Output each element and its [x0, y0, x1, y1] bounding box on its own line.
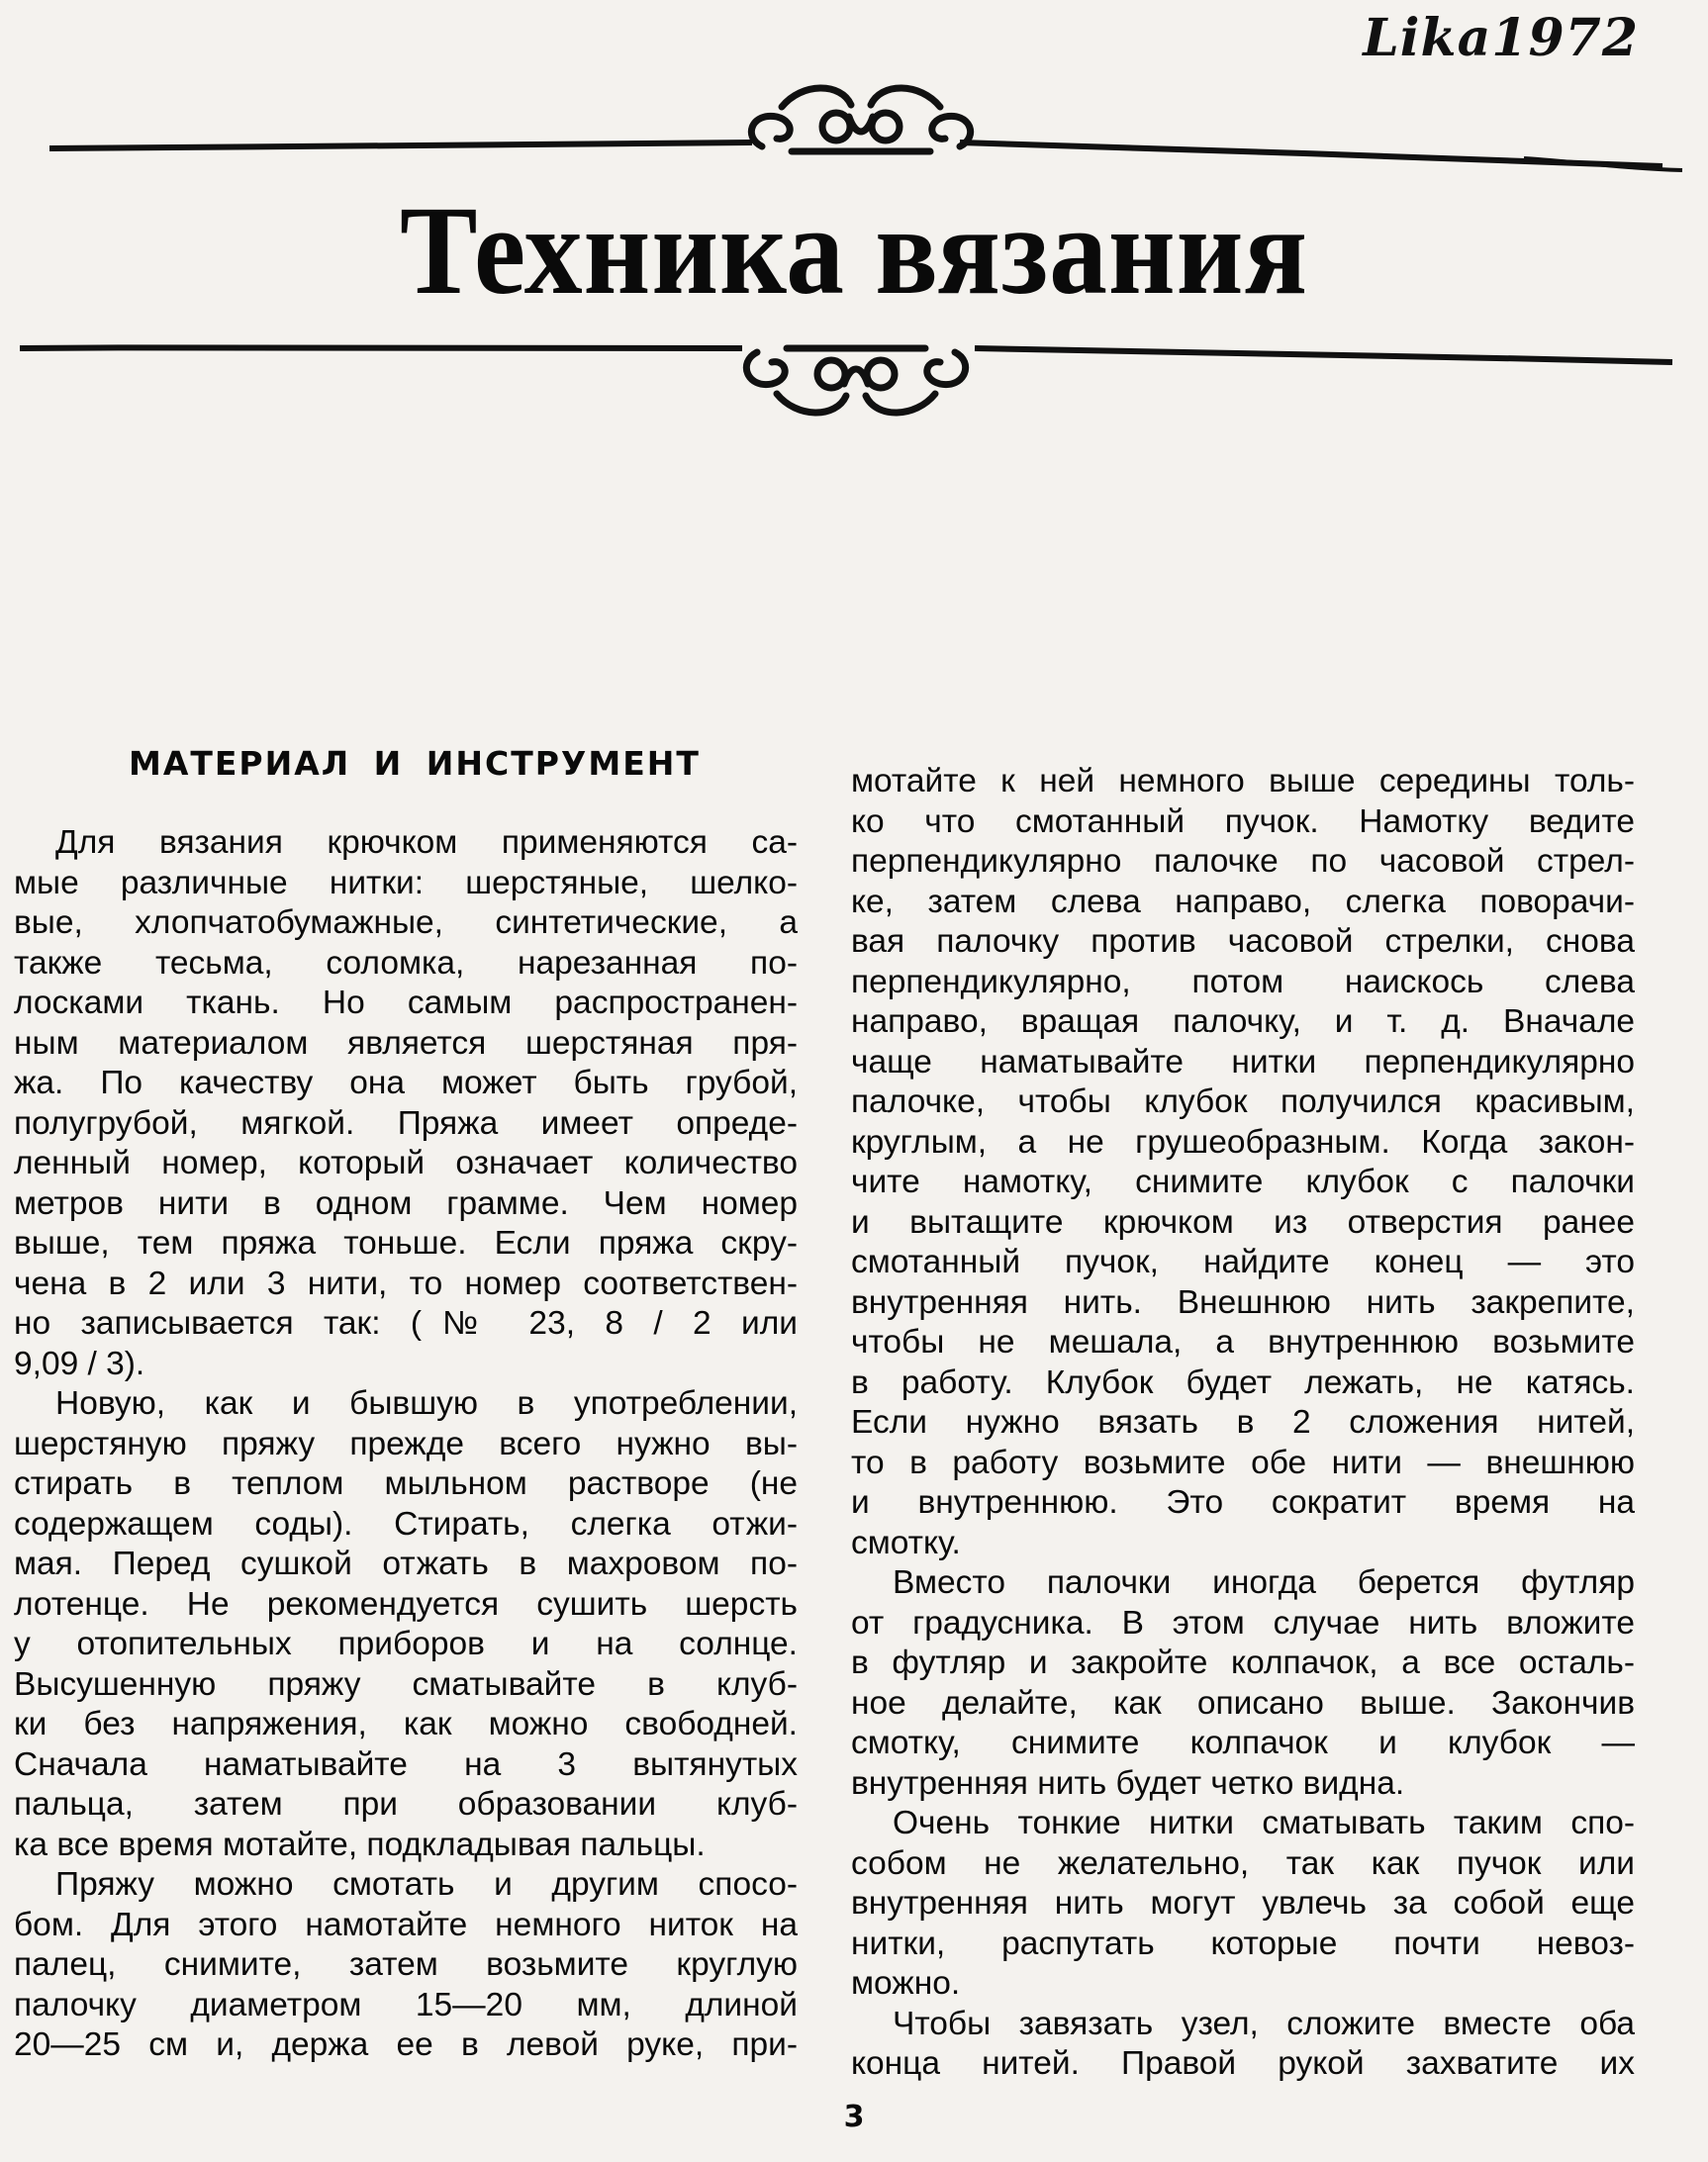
text-line: смотку, снимите колпачок и клубок — — [851, 1725, 1635, 1761]
paragraph — [851, 2005, 1635, 2085]
text-line: ке, затем слева направо, слегка поворачи- — [851, 883, 1635, 920]
text-line: Если нужно вязать в 2 сложения нитей, — [851, 1404, 1635, 1441]
text-line: нитки, распутать которые почти невоз- — [851, 1925, 1635, 1962]
text-line: шерстяную пряжу прежде всего нужно вы- — [14, 1425, 798, 1462]
text-line: чена в 2 или 3 нити, то номер соответствен- — [14, 1265, 798, 1302]
text-line: внутренняя нить. Внешнюю нить закрепите, — [851, 1283, 1635, 1321]
text-line: бом. Для этого намотайте немного ниток на — [14, 1906, 798, 1943]
left-column — [14, 823, 798, 2066]
text-line: стирать в теплом мыльном растворе (не — [14, 1465, 798, 1502]
text-line: содержащем соды). Стирать, слегка отжи- — [14, 1505, 798, 1543]
text-line: ко что смотанный пучок. Намотку ведите — [851, 802, 1635, 840]
text-line: также тесьма, соломка, нарезанная по- — [14, 944, 798, 982]
text-line: от градусника. В этом случае нить вложите — [851, 1604, 1635, 1642]
text-line: ка все время мотайте, подкладывая пальцы. — [14, 1826, 706, 1863]
text-line: Очень тонкие нитки сматывать таким спо- — [893, 1805, 1635, 1841]
text-line: жа. По качеству она может быть грубой, — [14, 1065, 798, 1101]
text-line: Сначала наматывайте на 3 вытянутых — [14, 1745, 798, 1783]
text-line: Вместо палочки иногда берется футляр — [893, 1564, 1635, 1601]
text-line: внутренняя нить будет четко видна. — [851, 1764, 1405, 1802]
text-line: внутренняя нить могут увлечь за собой еще — [851, 1885, 1635, 1922]
text-line: 9,09 / 3). — [14, 1345, 145, 1382]
right-column — [851, 762, 1635, 2085]
text-line: лотенце. Не рекомендуется сушить шерсть — [14, 1585, 798, 1623]
paragraph — [851, 1563, 1635, 1804]
text-line: перпендикулярно, потом наискось слева — [851, 963, 1635, 1000]
text-line: ным материалом является шерстяная пря- — [14, 1024, 798, 1062]
top-ornament-icon — [732, 77, 990, 166]
text-line: Высушенную пряжу сматывайте в клуб- — [14, 1665, 798, 1703]
watermark: Lika1972 — [1363, 8, 1639, 68]
page-number: 3 — [843, 2100, 865, 2134]
text-line: палец, снимите, затем возьмите круглую — [14, 1946, 798, 1983]
text-line: конца нитей. Правой рукой захватите их — [851, 2045, 1635, 2082]
text-line: лосками ткань. Но самым распространен- — [14, 985, 798, 1021]
text-line: собом не желательно, так как пучок или — [851, 1844, 1635, 1882]
text-line: Для вязания крючком применяются са- — [55, 824, 798, 861]
text-line: но записывается так: (№ 23, 8 / 2 или — [14, 1305, 798, 1342]
paragraph — [14, 1865, 798, 2066]
text-line: перпендикулярно палочке по часовой стрел- — [851, 843, 1635, 880]
section-heading: МАТЕРИАЛ И ИНСТРУМЕНТ — [129, 744, 701, 783]
text-line: полугрубой, мягкой. Пряжа имеет опреде- — [14, 1104, 798, 1142]
text-line: ное делайте, как описано выше. Закончив — [851, 1684, 1635, 1722]
text-line: то в работу возьмите обе нити — внешнюю — [851, 1444, 1635, 1481]
text-line: чтобы не мешала, а внутреннюю возьмите — [851, 1324, 1635, 1361]
text-line: смотанный пучок, найдите конец — это — [851, 1244, 1635, 1280]
text-line: в футляр и закройте колпачок, а все осталь- — [851, 1645, 1635, 1681]
text-line: мая. Перед сушкой отжать в махровом по- — [14, 1546, 798, 1582]
text-line: пальца, затем при образовании клуб- — [14, 1786, 798, 1823]
text-line: Пряжу можно смотать и другим спосо- — [55, 1866, 798, 1903]
text-line: палочке, чтобы клубок получился красивым, — [851, 1083, 1635, 1120]
text-line: вая палочку против часовой стрелки, снова — [851, 923, 1635, 960]
text-line: и внутреннюю. Это сократит время на — [851, 1484, 1635, 1521]
text-line: палочку диаметром 15—20 мм, длиной — [14, 1986, 798, 2023]
text-line: ки без напряжения, как можно свободней. — [14, 1706, 798, 1742]
text-line: Чтобы завязать узел, сложите вместе оба — [893, 2005, 1635, 2042]
text-line: и вытащите крючком из отверстия ранее — [851, 1203, 1635, 1241]
text-line: ленный номер, который означает количество — [14, 1145, 798, 1181]
text-line: мые различные нитки: шерстяные, шелко- — [14, 864, 798, 901]
text-line: вые, хлопчатобумажные, синтетические, а — [14, 904, 798, 941]
text-line: Новую, как и бывшую в употреблении, — [55, 1385, 798, 1422]
page-title: Техника вязания — [399, 180, 1309, 321]
text-line: направо, вращая палочку, и т. д. Вначале — [851, 1003, 1635, 1040]
text-line: чаще наматывайте нитки перпендикулярно — [851, 1043, 1635, 1081]
paragraph — [14, 1384, 798, 1865]
text-line: в работу. Клубок будет лежать, не катясь. — [851, 1363, 1635, 1401]
paragraph — [14, 823, 798, 1384]
text-line: у отопительных приборов и на солнце. — [14, 1626, 798, 1662]
text-line: круглым, а не грушеобразным. Когда закон- — [851, 1123, 1635, 1161]
bottom-ornament-icon — [727, 334, 985, 423]
text-line: 20—25 см и, держа ее в левой руке, при- — [14, 2026, 798, 2063]
text-line: мотайте к ней немного выше середины толь- — [851, 763, 1635, 799]
paragraph — [851, 1804, 1635, 2005]
text-line: смотку. — [851, 1524, 961, 1561]
text-line: можно. — [851, 1965, 961, 2002]
text-line: чите намотку, снимите клубок с палочки — [851, 1164, 1635, 1200]
paragraph — [851, 762, 1635, 1563]
text-line: выше, тем пряжа тоньше. Если пряжа скру- — [14, 1225, 798, 1262]
text-line: метров нити в одном грамме. Чем номер — [14, 1184, 798, 1222]
